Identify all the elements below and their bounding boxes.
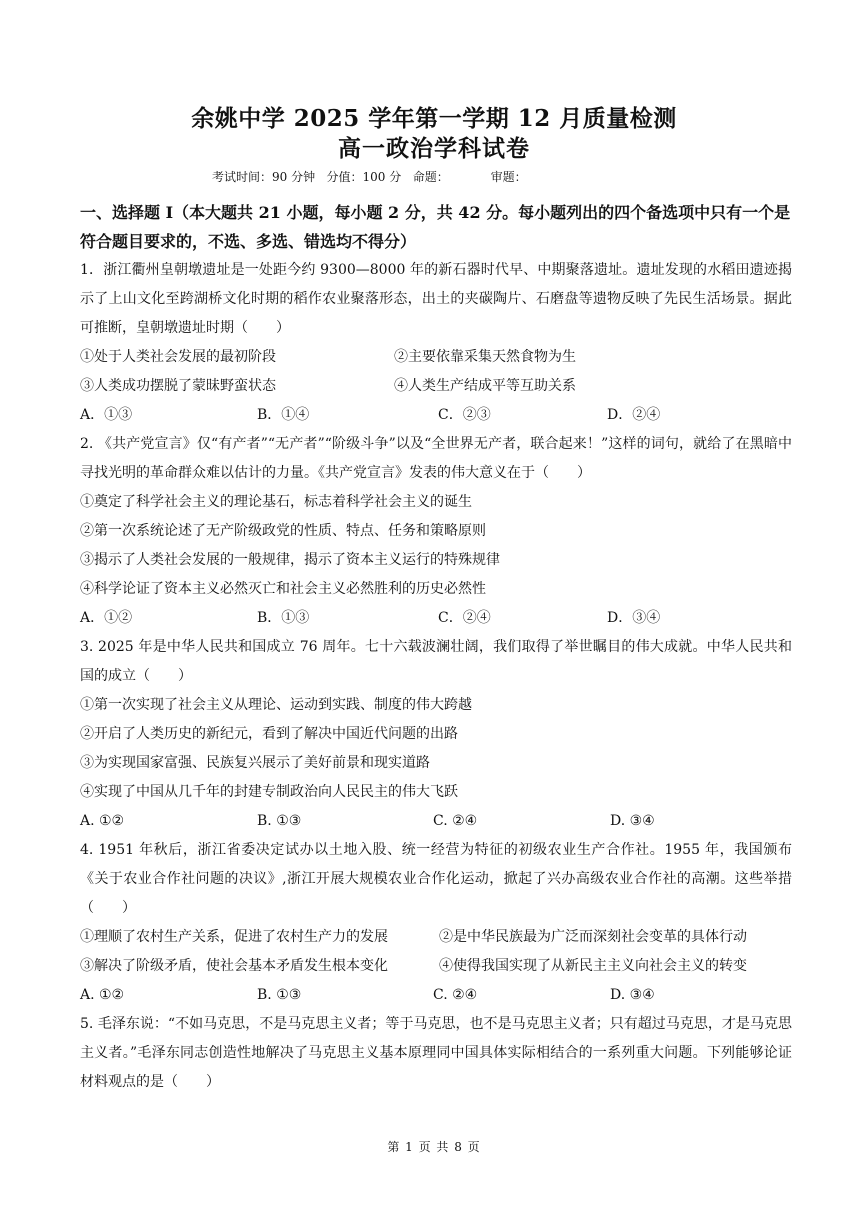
q2-item-1: ①奠定了科学社会主义的理论基石，标志着科学社会主义的诞生 <box>80 494 472 510</box>
q3-option-a: A. ①② <box>80 813 125 829</box>
q4-option-a: A. ①② <box>80 987 125 1003</box>
q2-item-2: ②第一次系统论述了无产阶级政党的性质、特点、任务和策略原则 <box>80 523 486 539</box>
exam-info: 考试时间：90 分钟 分值：100 分 命题： 审题： <box>212 170 527 184</box>
question-1-stem: 1．浙江衢州皇朝墩遗址是一处距今约 9300—8000 年的新石器时代早、中期聚落遗址。遗址发现的水稻田遗迹揭示了上山文化至跨湖桥文化时期的稻作农业聚落形态，出土的夹碳陶片、石磨盘等遗物反映了先民生活场景。据此可推断，皇朝墩遗址时期（ ） <box>80 262 792 336</box>
q3-option-b: B. ①③ <box>257 813 302 829</box>
q1-item-4: ④人类生产结成平等互助关系 <box>394 378 576 394</box>
q1-item-3: ③人类成功摆脱了蒙昧野蛮状态 <box>80 378 276 394</box>
q1-option-a: A．①③ <box>80 407 133 423</box>
exam-title: 余姚中学 2025 学年第一学期 12 月质量检测 <box>191 105 677 132</box>
q2-option-d: D．③④ <box>607 610 661 626</box>
q3-item-1: ①第一次实现了社会主义从理论、运动到实践、制度的伟大跨越 <box>80 697 472 713</box>
q2-item-4: ④科学论证了资本主义必然灭亡和社会主义必然胜利的历史必然性 <box>80 581 486 597</box>
q1-option-c: C．②③ <box>438 407 491 423</box>
q2-option-a: A．①② <box>80 610 133 626</box>
page-number: 第 1 页 共 8 页 <box>387 1140 481 1154</box>
q2-option-b: B．①③ <box>257 610 310 626</box>
q4-option-c: C. ②④ <box>433 987 478 1003</box>
q1-item-2: ②主要依靠采集天然食物为生 <box>394 349 576 365</box>
q2-option-c: C．②④ <box>438 610 491 626</box>
q4-item-1: ①理顺了农村生产关系，促进了农村生产力的发展 <box>80 929 388 945</box>
question-5-stem: 5. 毛泽东说：“不如马克思，不是马克思主义者；等于马克思，也不是马克思主义者；只有超过马克思，才是马克思主义者。”毛泽东同志创造性地解决了马克思主义基本原理同中国具体实际相结合的一系列重大问题。下列能够论证材料观点的是（ ） <box>80 1016 792 1090</box>
q3-item-2: ②开启了人类历史的新纪元，看到了解决中国近代问题的出路 <box>80 726 458 742</box>
q3-item-4: ④实现了中国从几千年的封建专制政治向人民民主的伟大飞跃 <box>80 784 458 800</box>
section-heading: 一、选择题 I（本大题共 21 小题，每小题 2 分，共 42 分。每小题列出的四个备选项中只有一个是符合题目要求的，不选、多选、错选均不得分） <box>80 203 791 251</box>
q3-option-c: C. ②④ <box>433 813 478 829</box>
q4-item-2: ②是中华民族最为广泛而深刻社会变革的具体行动 <box>439 929 747 945</box>
q1-option-b: B．①④ <box>257 407 310 423</box>
q3-item-3: ③为实现国家富强、民族复兴展示了美好前景和现实道路 <box>80 755 430 771</box>
question-3-stem: 3. 2025 年是中华人民共和国成立 76 周年。七十六载波澜壮阔，我们取得了举世瞩目的伟大成就。中华人民共和国的成立（ ） <box>80 639 792 684</box>
q1-option-d: D．②④ <box>607 407 661 423</box>
q4-item-3: ③解决了阶级矛盾，使社会基本矛盾发生根本变化 <box>80 958 388 974</box>
q2-item-3: ③揭示了人类社会发展的一般规律，揭示了资本主义运行的特殊规律 <box>80 552 500 568</box>
q3-option-d: D. ③④ <box>610 813 655 829</box>
q1-item-1: ①处于人类社会发展的最初阶段 <box>80 349 276 365</box>
exam-subtitle: 高一政治学科试卷 <box>338 135 530 162</box>
q4-option-b: B. ①③ <box>257 987 302 1003</box>
question-4-stem: 4. 1951 年秋后，浙江省委决定试办以土地入股、统一经营为特征的初级农业生产合作社。1955 年，我国颁布《关于农业合作社问题的决议》,浙江开展大规模农业合作化运动，掀起了兴办高级农业合作社的高潮。这些举措（ ） <box>80 842 792 916</box>
q4-option-d: D. ③④ <box>610 987 655 1003</box>
question-2-stem: 2. 《共产党宣言》仅“有产者”“无产者”“阶级斗争”以及“全世界无产者，联合起来！”这样的词句，就给了在黑暗中寻找光明的革命群众难以估计的力量。《共产党宣言》发表的伟大意义在于（ ） <box>80 436 792 481</box>
q4-item-4: ④使得我国实现了从新民主主义向社会主义的转变 <box>439 958 747 974</box>
